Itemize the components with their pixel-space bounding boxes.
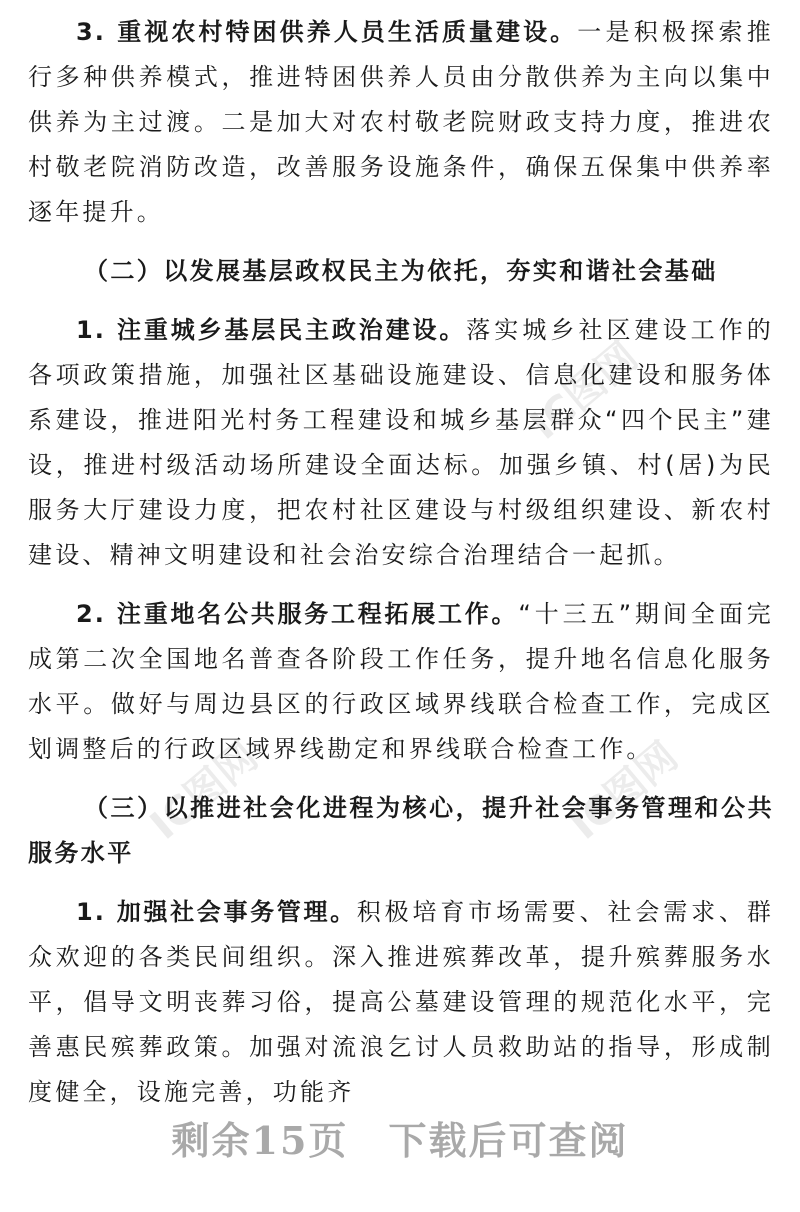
section-heading-2: （二）以发展基层政权民主为依托，夯实和谐社会基础	[84, 257, 718, 285]
paragraph-body: “十三五”期间全面完成第二次全国地名普查各阶段工作任务，提升地名信息化服务水平。做好与周边县区的行政区域界线联合检查工作，完成区划调整后的行政区域界线勘定和界线联合检查工作。	[28, 600, 775, 763]
paragraph-body: 一是积极探索推行多种供养模式，推进特困供养人员由分散供养为主向以集中供养为主过渡。二是加大对农村敬老院财政支持力度，推进农村敬老院消防改造，改善服务设施条件，确保五保集中供养率逐年提升。	[28, 18, 775, 226]
download-prompt[interactable]	[0, 1110, 800, 1165]
watermark: IC图网	[522, 333, 647, 449]
section-heading-3: （三）以推进社会化进程为核心，提升社会事务管理和公共服务水平	[28, 794, 774, 867]
paragraph-lead: 1. 加强社会事务管理。	[76, 898, 357, 926]
paragraph-body: 落实城乡社区建设工作的各项政策措施，加强社区基础设施建设、信息化建设和服务体系建设，推进阳光村务工程建设和城乡基层群众“四个民主”建设，推进村级活动场所建设全面达标。加强乡镇、村(居)为民服务大厅建设力度，把农村社区建设与村级组织建设、新农村建设、精神文明建设和社会治安综合治理结合一起抓。	[28, 316, 774, 569]
download-to-view-text: 下载后可查阅	[388, 1118, 629, 1163]
watermark: IC图网	[562, 733, 687, 849]
paragraph-4	[28, 592, 774, 772]
paragraph-1	[28, 10, 774, 235]
paragraph-body: 积极培育市场需要、社会需求、群众欢迎的各类民间组织。深入推进殡葬改革，提升殡葬服务水平，倡导文明丧葬习俗，提高公墓建设管理的规范化水平，完善惠民殡葬政策。加强对流浪乞讨人员救助站的指导，形成制度健全，设施完善，功能齐	[28, 898, 775, 1106]
paragraph-6	[28, 890, 774, 1115]
remaining-pages-text: 剩余15页	[171, 1118, 349, 1163]
watermark: IC图网	[142, 733, 267, 849]
document-page	[28, 10, 774, 1115]
paragraph-3	[28, 308, 774, 578]
paragraph-lead: 2. 注重地名公共服务工程拓展工作。	[76, 600, 519, 628]
paragraph-lead: 3. 重视农村特困供养人员生活质量建设。	[76, 18, 578, 46]
paragraph-lead: 1. 注重城乡基层民主政治建设。	[76, 316, 467, 344]
